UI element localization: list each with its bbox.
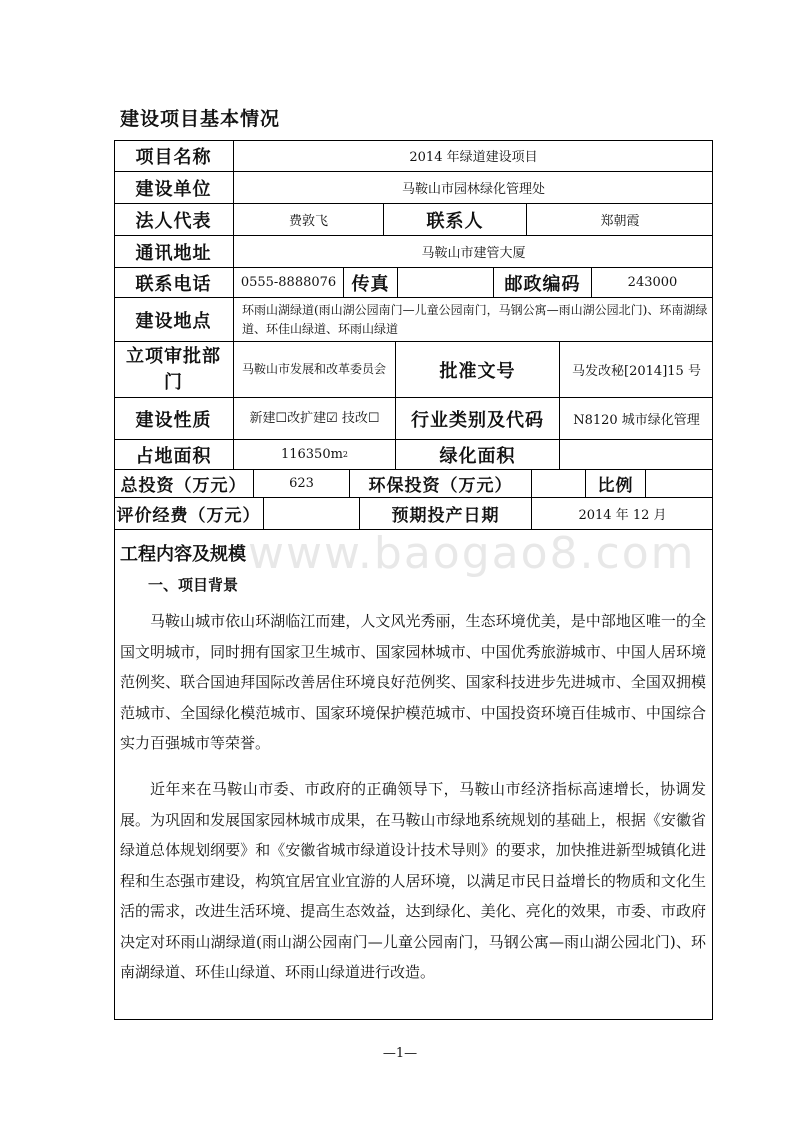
page-number: —1—	[382, 1046, 418, 1061]
area-label: 占地面积	[114, 440, 234, 469]
area-number: 116350m	[280, 447, 343, 462]
row-area	[114, 440, 713, 470]
row-unit	[114, 172, 713, 204]
fax-label: 传真	[344, 268, 398, 297]
legal-rep-value: 费敦飞	[234, 204, 384, 235]
location-value: 环雨山湖绿道(雨山湖公园南门—儿童公园南门，马钢公寓—雨山湖公园北门)、环南湖绿道、环佳山绿道、环雨山绿道	[242, 302, 708, 336]
approval-dept-label: 立项审批部门	[114, 342, 234, 397]
postcode-label: 邮政编码	[494, 268, 592, 297]
industry-value: N8120 城市绿化管理	[573, 413, 700, 428]
green-area-value	[560, 440, 713, 469]
phone-value: 0555-8888076	[234, 268, 344, 297]
legal-rep-label: 法人代表	[114, 204, 234, 235]
unit-label: 建设单位	[114, 172, 234, 203]
address-value: 马鞍山市建管大厦	[421, 246, 526, 261]
approval-no-value: 马发改秘[2014]15 号	[572, 364, 701, 379]
fax-value	[398, 268, 494, 297]
watermark-text: www.baogao8.com	[248, 528, 696, 579]
row-phone	[114, 268, 713, 298]
approval-no-label: 批准文号	[396, 342, 560, 397]
env-invest-label: 环保投资（万元）	[350, 470, 532, 497]
project-name-value: 2014 年绿道建设项目	[409, 150, 538, 165]
project-name-label: 项目名称	[114, 140, 234, 171]
total-invest-label: 总投资（万元）	[114, 470, 254, 497]
total-invest-value: 623	[254, 470, 350, 497]
paragraph-1: 马鞍山城市依山环湖临江而建，人文风光秀丽，生态环境优美，是中部地区唯一的全国文明城市，同时拥有国家卫生城市、国家园林城市、中国优秀旅游城市、中国人居环境范例奖、联合国迪拜国际改善居住环境良好范例奖、国家科技进步先进城市、全国双拥模范城市、全国绿化模范城市、国家环境保护模范城市、中国投资环境百佳城市、中国综合实力百强城市等荣誉。	[120, 612, 706, 752]
row-approval	[114, 342, 713, 398]
eval-fee-label: 评价经费（万元）	[114, 498, 264, 529]
row-invest	[114, 470, 713, 498]
sub-title: 一、项目背景	[148, 576, 239, 594]
paragraph-2: 近年来在马鞍山市委、市政府的正确领导下，马鞍山市经济指标高速增长，协调发展。为巩固和发展国家园林城市成果，在马鞍山市绿地系统规划的基础上，根据《安徽省绿道总体规划纲要》和《安徽省城市绿道设计技术导则》的要求，加快推进新型城镇化进程和生态强市建设，构筑宜居宜业宜游的人居环境，以满足市民日益增长的物质和文化生活的需求，改进生活环境、提高生态效益，达到绿化、美化、亮化的效果，市委、市政府决定对环雨山湖绿道(雨山湖公园南门—儿童公园南门，马钢公寓—雨山湖公园北门)、环南湖绿道、环佳山绿道、环雨山绿道进行改造。	[120, 780, 706, 981]
section-title: 工程内容及规模	[120, 544, 246, 565]
row-location	[114, 298, 713, 342]
ratio-value	[646, 470, 713, 497]
green-area-label: 绿化面积	[396, 440, 560, 469]
industry-label: 行业类别及代码	[396, 398, 560, 439]
approval-dept-value: 马鞍山市发展和改革委员会	[234, 342, 396, 397]
nature-value: 新建☐改扩建☑ 技改☐	[234, 398, 396, 439]
row-legal-rep	[114, 204, 713, 236]
ratio-label: 比例	[586, 470, 646, 497]
location-label: 建设地点	[114, 298, 234, 341]
eval-fee-value	[264, 498, 360, 529]
unit-value: 马鞍山市园林绿化管理处	[401, 182, 545, 197]
row-address	[114, 236, 713, 268]
expected-date-label: 预期投产日期	[360, 498, 532, 529]
address-label: 通讯地址	[114, 236, 234, 267]
row-nature	[114, 398, 713, 440]
env-invest-value	[532, 470, 586, 497]
area-unit-sup: 2	[342, 450, 349, 459]
nature-label: 建设性质	[114, 398, 234, 439]
expected-date-value: 2014 年 12 月	[578, 508, 667, 523]
row-eval-fee	[114, 498, 713, 530]
postcode-value: 243000	[627, 275, 678, 290]
area-value	[234, 440, 396, 469]
phone-label: 联系电话	[114, 268, 234, 297]
page-heading: 建设项目基本情况	[120, 108, 281, 130]
contact-label: 联系人	[384, 204, 527, 235]
row-project-name	[114, 140, 713, 172]
contact-value: 郑朝霞	[600, 214, 640, 229]
